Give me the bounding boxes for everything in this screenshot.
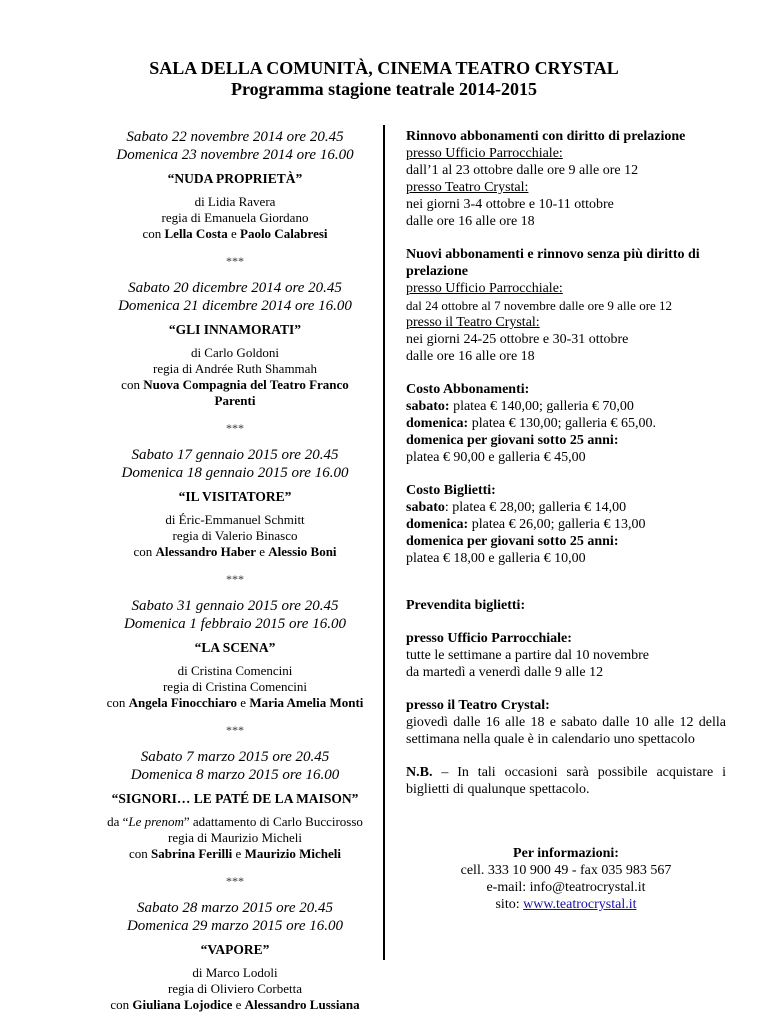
season-title: Programma stagione teatrale 2014-2015 [230, 79, 538, 99]
nuovi-text-1: dal 24 ottobre al 7 novembre dalle ore 9 alle ore 12 [406, 298, 673, 313]
info-heading: Per informazioni: [513, 846, 619, 861]
costo-biglietti-sabato: sabato: platea € 28,00; galleria € 14,00 [406, 500, 627, 515]
costo-abbonamenti-domenica: domenica: platea € 130,00; galleria € 65,00. [406, 416, 657, 431]
event-2 [100, 279, 370, 409]
event-date-sunday: Domenica 1 febbraio 2015 ore 16.00 [124, 616, 346, 632]
venue-title: SALA DELLA COMUNITÀ, CINEMA TEATRO CRYSTAL [149, 58, 619, 78]
event-date-saturday: Sabato 17 gennaio 2015 ore 20.45 [131, 447, 339, 463]
event-title: “GLI INNAMORATI” [168, 322, 302, 337]
event-1 [100, 128, 370, 242]
event-author: da “Le prenom” adattamento di Carlo Buccirosso [107, 814, 363, 829]
nuovi-location-1: presso Ufficio Parrocchiale: [406, 281, 563, 296]
event-title: “LA SCENA” [194, 640, 276, 655]
website-link[interactable]: www.teatrocrystal.it [523, 897, 637, 912]
prevendita-teatro [406, 697, 726, 748]
nuovi-location-2: presso il Teatro Crystal: [406, 315, 540, 330]
event-date-saturday: Sabato 22 novembre 2014 ore 20.45 [126, 129, 344, 145]
info-column [406, 128, 726, 814]
event-author: di Éric-Emmanuel Schmitt [165, 512, 305, 527]
costo-biglietti-giovani: platea € 18,00 e galleria € 10,00 [406, 551, 586, 566]
event-date-saturday: Sabato 7 marzo 2015 ore 20.45 [140, 749, 330, 765]
rinnovo-location-2: presso Teatro Crystal: [406, 180, 529, 195]
prevendita-text-2: giovedì dalle 16 alle 18 e sabato dalle 10 alle 12 della settimana nella quale è in calendario uno spettacolo [406, 715, 726, 747]
event-director: regia di Maurizio Micheli [168, 830, 302, 845]
costo-abbonamenti-section [406, 381, 726, 466]
prevendita-parrocchia [406, 630, 726, 681]
rinnovo-heading: Rinnovo abbonamenti con diritto di prelazione [406, 129, 686, 144]
event-cast: con Alessandro Haber e Alessio Boni [133, 544, 337, 559]
contact-info [406, 845, 726, 913]
event-date-saturday: Sabato 28 marzo 2015 ore 20.45 [136, 900, 334, 916]
rinnovo-text-1: dall’1 al 23 ottobre dalle ore 9 alle ore 12 [406, 163, 639, 178]
event-author: di Marco Lodoli [192, 965, 278, 980]
event-date-sunday: Domenica 8 marzo 2015 ore 16.00 [130, 767, 340, 783]
nota-bene [406, 764, 726, 798]
separator: *** [226, 254, 244, 268]
event-4 [100, 597, 370, 711]
event-title: “IL VISITATORE” [178, 489, 292, 504]
nota-bene-text: N.B. – In tali occasioni sarà possibile acquistare i biglietti di qualunque spettacolo. [406, 765, 726, 797]
costo-biglietti-heading: Costo Biglietti: [406, 483, 496, 498]
event-author: di Cristina Comencini [177, 663, 293, 678]
nuovi-heading: Nuovi abbonamenti e rinnovo senza più diritto di prelazione [406, 247, 700, 279]
prevendita-location-2: presso il Teatro Crystal: [406, 698, 550, 713]
separator: *** [226, 874, 244, 888]
event-director: regia di Emanuela Giordano [161, 210, 309, 225]
costo-biglietti-giovani-label: domenica per giovani sotto 25 anni: [406, 534, 619, 549]
event-3 [100, 446, 370, 560]
event-director: regia di Andrée Ruth Shammah [153, 361, 317, 376]
event-director: regia di Oliviero Corbetta [168, 981, 302, 996]
costo-biglietti-section [406, 482, 726, 567]
event-date-sunday: Domenica 21 dicembre 2014 ore 16.00 [118, 298, 352, 314]
nuovi-section [406, 246, 726, 365]
prevendita-text-1b: da martedì a venerdì dalle 9 alle 12 [406, 665, 604, 680]
event-cast: con Angela Finocchiaro e Maria Amelia Monti [106, 695, 364, 710]
rinnovo-location-1: presso Ufficio Parrocchiale: [406, 146, 563, 161]
event-title: “NUDA PROPRIETÀ” [167, 171, 303, 186]
event-date-saturday: Sabato 20 dicembre 2014 ore 20.45 [128, 280, 342, 296]
info-phone: cell. 333 10 900 49 - fax 035 983 567 [460, 863, 672, 878]
info-email: e-mail: info@teatrocrystal.it [486, 880, 646, 895]
event-cast: con Sabrina Ferilli e Maurizio Micheli [129, 846, 341, 861]
costo-abbonamenti-giovani-label: domenica per giovani sotto 25 anni: [406, 433, 619, 448]
prevendita-location-1: presso Ufficio Parrocchiale: [406, 631, 572, 646]
prevendita-heading-block [406, 597, 726, 614]
column-divider [383, 125, 385, 960]
event-cast: con Nuova Compagnia del Teatro Franco Parenti [121, 377, 349, 408]
event-cast: con Lella Costa e Paolo Calabresi [142, 226, 328, 241]
event-author: di Carlo Goldoni [190, 345, 280, 360]
event-date-sunday: Domenica 23 novembre 2014 ore 16.00 [116, 147, 354, 163]
costo-abbonamenti-sabato: sabato: platea € 140,00; galleria € 70,00 [406, 399, 634, 414]
separator: *** [226, 421, 244, 435]
separator: *** [226, 572, 244, 586]
costo-biglietti-domenica: domenica: platea € 26,00; galleria € 13,00 [406, 517, 646, 532]
page-header [0, 58, 768, 100]
rinnovo-text-2b: dalle ore 16 alle ore 18 [406, 214, 535, 229]
event-director: regia di Cristina Comencini [162, 679, 308, 694]
events-column [100, 128, 370, 1013]
rinnovo-section [406, 128, 726, 230]
event-author: di Lidia Ravera [194, 194, 276, 209]
separator: *** [226, 723, 244, 737]
costo-abbonamenti-heading: Costo Abbonamenti: [406, 382, 530, 397]
event-date-sunday: Domenica 18 gennaio 2015 ore 16.00 [121, 465, 349, 481]
event-title: “VAPORE” [200, 942, 270, 957]
event-cast: con Giuliana Lojodice e Alessandro Lussiana [110, 997, 360, 1012]
nuovi-text-2b: dalle ore 16 alle ore 18 [406, 349, 535, 364]
info-site: sito: www.teatrocrystal.it [495, 897, 637, 912]
costo-abbonamenti-giovani: platea € 90,00 e galleria € 45,00 [406, 450, 586, 465]
event-6 [100, 899, 370, 1013]
event-5 [100, 748, 370, 862]
event-date-sunday: Domenica 29 marzo 2015 ore 16.00 [126, 918, 344, 934]
prevendita-text-1a: tutte le settimane a partire dal 10 novembre [406, 648, 649, 663]
nuovi-text-2a: nei giorni 24-25 ottobre e 30-31 ottobre [406, 332, 629, 347]
prevendita-heading: Prevendita biglietti: [406, 598, 526, 613]
event-date-saturday: Sabato 31 gennaio 2015 ore 20.45 [131, 598, 339, 614]
event-director: regia di Valerio Binasco [172, 528, 298, 543]
event-title: “SIGNORI… LE PATÉ DE LA MAISON” [111, 791, 359, 806]
rinnovo-text-2a: nei giorni 3-4 ottobre e 10-11 ottobre [406, 197, 614, 212]
